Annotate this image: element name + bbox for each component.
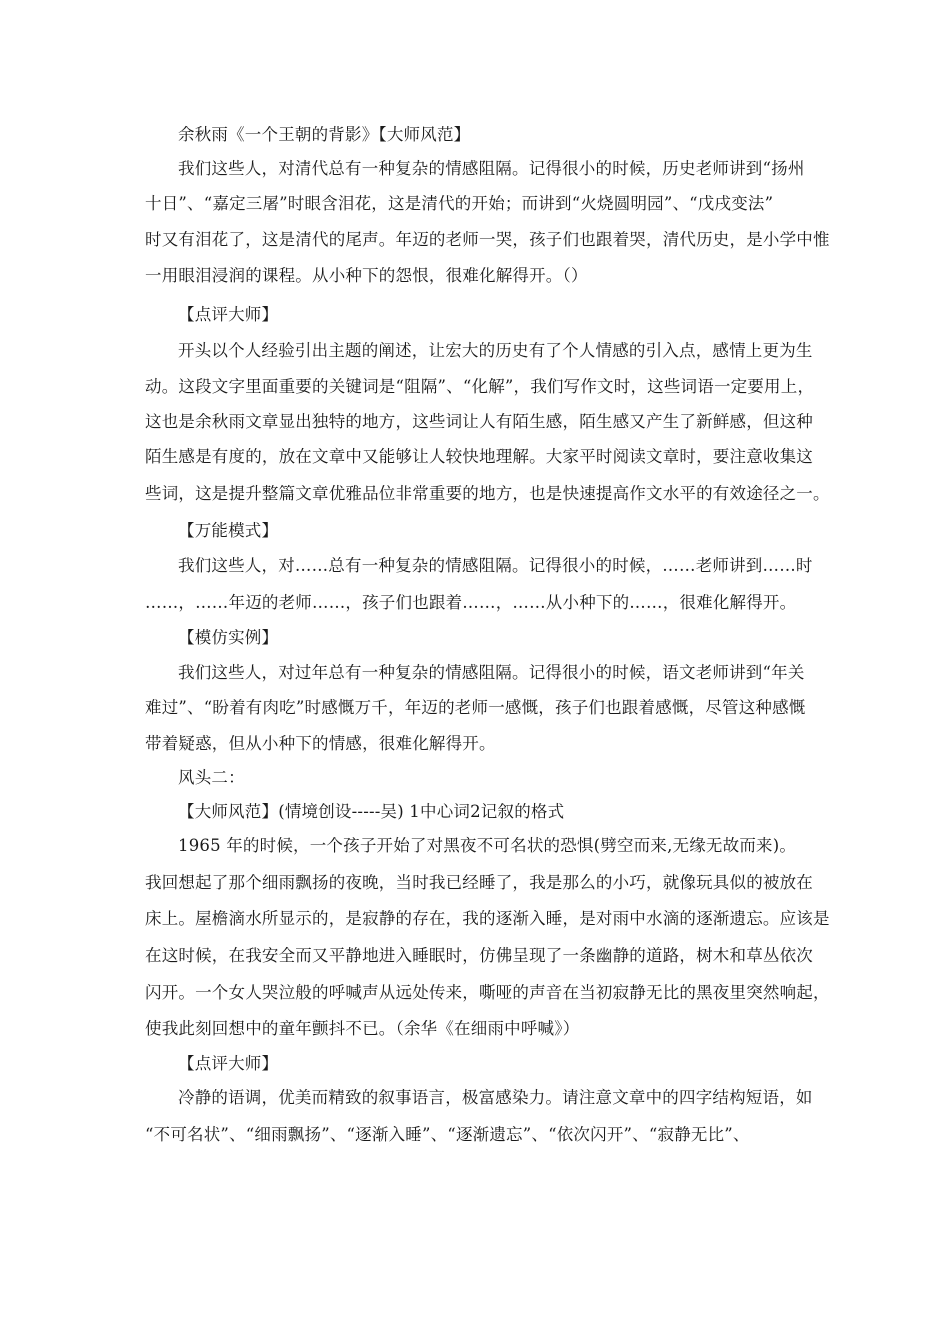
section-label-comment: 【点评大师】 — [178, 305, 279, 324]
paragraph-line: 我们这些人，对清代总有一种复杂的情感阻隔。记得很小的时候，历史老师讲到“扬州 — [178, 159, 805, 178]
paragraph-line: “不可名状”、“细雨飘扬”、“逐渐入睡”、“逐渐遗忘”、“依次闪开”、“寂静无比”、 — [145, 1125, 750, 1144]
paragraph-line: 在这时候，在我安全而又平静地进入睡眠时，仿佛呈现了一条幽静的道路，树木和草丛依次 — [145, 946, 813, 965]
section-label-master: 【大师风范】(情境创设-----吴) 1中心词2记叙的格式 — [178, 802, 565, 821]
paragraph-line: 动。这段文字里面重要的关键词是“阻隔”、“化解”，我们写作文时，这些词语一定要用上， — [145, 377, 815, 396]
paragraph-line: 我们这些人，对……总有一种复杂的情感阻隔。记得很小的时候，……老师讲到……时 — [178, 556, 813, 575]
paragraph-line: 闪开。一个女人哭泣般的呼喊声从远处传来，嘶哑的声音在当初寂静无比的黑夜里突然响起， — [145, 983, 830, 1002]
paragraph-line: 带着疑惑，但从小种下的情感，很难化解得开。 — [145, 734, 496, 753]
paragraph-line: 时又有泪花了，这是清代的尾声。年迈的老师一哭，孩子们也跟着哭，清代历史，是小学中惟 — [145, 230, 830, 249]
paragraph-line: 冷静的语调，优美而精致的叙事语言，极富感染力。请注意文章中的四字结构短语，如 — [178, 1088, 813, 1107]
section-heading-part-two: 风头二： — [178, 768, 245, 787]
paragraph-line: 一用眼泪浸润的课程。从小种下的怨恨，很难化解得开。（） — [145, 266, 588, 285]
paragraph-line: 难过”、“盼着有肉吃”时感慨万千，年迈的老师一感慨，孩子们也跟着感慨，尽管这种感慨 — [145, 698, 806, 717]
paragraph-line: 些词，这是提升整篇文章优雅品位非常重要的地方，也是快速提高作文水平的有效途径之一。 — [145, 484, 830, 503]
paragraph-line: ……，……年迈的老师……，孩子们也跟着……，……从小种下的……，很难化解得开。 — [145, 593, 797, 612]
paragraph-line: 我们这些人，对过年总有一种复杂的情感阻隔。记得很小的时候，语文老师讲到“年关 — [178, 663, 805, 682]
paragraph-line: 十日”、“嘉定三屠”时眼含泪花，这是清代的开始；而讲到“火烧圆明园”、“戊戌变法” — [145, 194, 774, 213]
paragraph-line: 陌生感是有度的，放在文章中又能够让人较快地理解。大家平时阅读文章时，要注意收集这 — [145, 447, 813, 466]
paragraph-line: 1965 年的时候，一个孩子开始了对黑夜不可名状的恐惧(劈空而来,无缘无故而来)。 — [178, 836, 797, 855]
section-label-example: 【模仿实例】 — [178, 628, 279, 647]
paragraph-line: 开头以个人经验引出主题的阐述，让宏大的历史有了个人情感的引入点，感情上更为生 — [178, 341, 813, 360]
paragraph-line: 床上。屋檐滴水所显示的，是寂静的存在，我的逐渐入睡，是对雨中水滴的逐渐遗忘。应该是 — [145, 909, 830, 928]
section-label-comment: 【点评大师】 — [178, 1054, 279, 1073]
section-label-template: 【万能模式】 — [178, 521, 279, 540]
paragraph-line: 这也是余秋雨文章显出独特的地方，这些词让人有陌生感，陌生感又产生了新鲜感，但这种 — [145, 412, 813, 431]
paragraph-line: 我回想起了那个细雨飘扬的夜晚，当时我已经睡了，我是那么的小巧，就像玩具似的被放在 — [145, 873, 813, 892]
paragraph-line: 使我此刻回想中的童年颤抖不已。（余华《在细雨中呼喊》） — [145, 1019, 580, 1038]
article-heading: 余秋雨《一个王朝的背影》【大师风范】 — [178, 125, 471, 144]
